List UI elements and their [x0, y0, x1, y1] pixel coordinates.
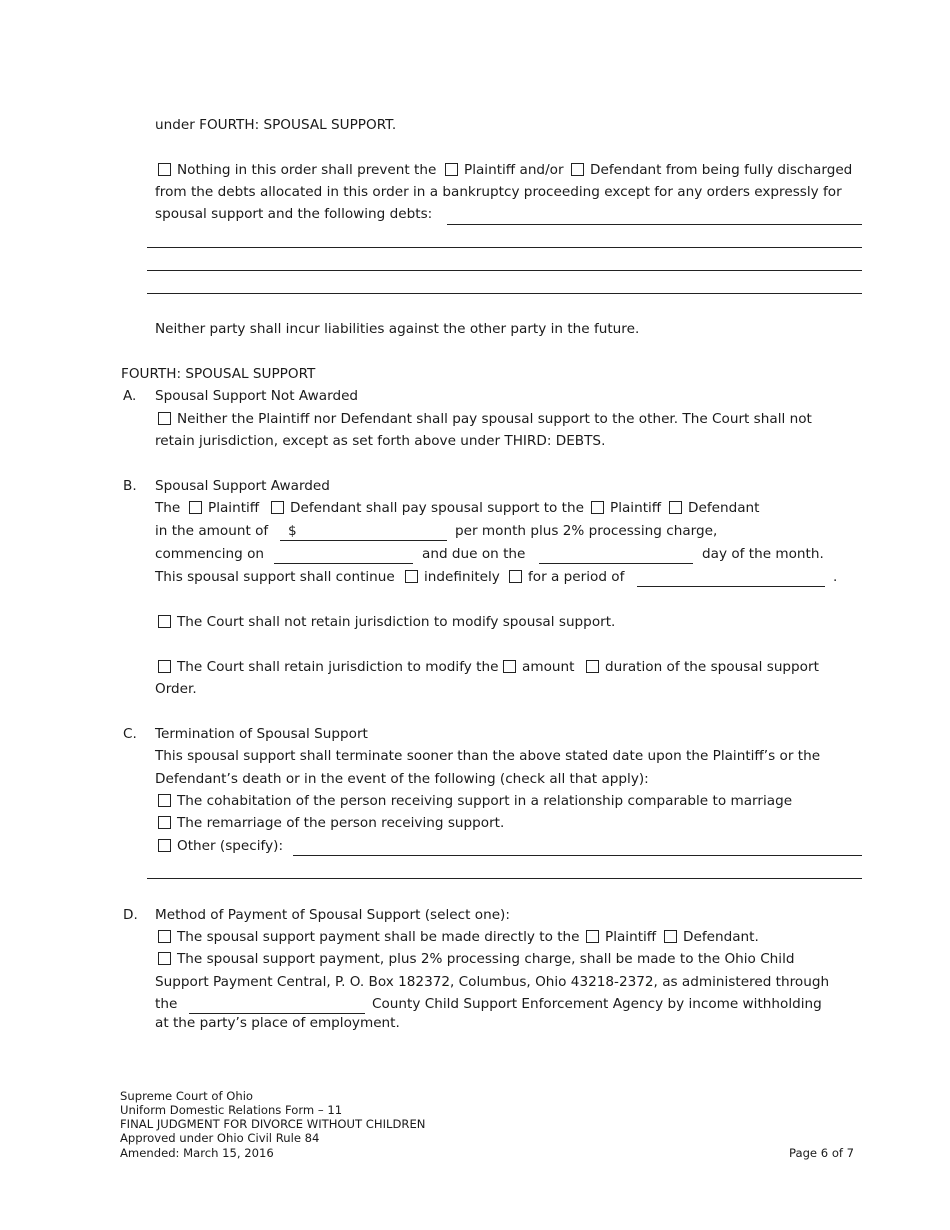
footer-approved: Approved under Ohio Civil Rule 84 — [120, 1131, 320, 1145]
bankruptcy-defendant-checkbox[interactable] — [571, 163, 584, 176]
not-awarded-checkbox[interactable] — [158, 412, 171, 425]
bankruptcy-line1-b: Plaintiff and/or — [464, 162, 564, 178]
agency-payment-line1: The spousal support payment, plus 2% processing charge, shall be made to the Ohio Child — [177, 951, 795, 967]
section-d-title: Method of Payment of Spousal Support (select one): — [155, 907, 510, 923]
period-label: for a period of — [528, 569, 625, 585]
direct-plaintiff-label: Plaintiff — [605, 929, 657, 945]
intro-text: under FOURTH: SPOUSAL SUPPORT. — [155, 117, 397, 133]
other-checkbox[interactable] — [158, 839, 171, 852]
payee-plaintiff-label: Plaintiff — [610, 500, 662, 516]
retain-text-b: duration of the spousal support — [605, 659, 819, 675]
termination-line2: Defendant’s death or in the event of the following (check all that apply): — [155, 771, 649, 787]
not-awarded-line2: retain jurisdiction, except as set forth above under THIRD: DEBTS. — [155, 433, 606, 449]
indefinitely-checkbox[interactable] — [405, 570, 418, 583]
bankruptcy-line1-c: Defendant from being fully discharged — [590, 162, 853, 178]
period-end-dot: . — [833, 569, 838, 585]
cohabitation-label: The cohabitation of the person receiving support in a relationship comparable to marriage — [177, 793, 793, 809]
direct-payment-checkbox[interactable] — [158, 930, 171, 943]
bankruptcy-line2: from the debts allocated in this order in a bankruptcy proceeding except for any orders expressly for — [155, 184, 842, 200]
section-a-title: Spousal Support Not Awarded — [155, 388, 359, 404]
termination-line1: This spousal support shall terminate sooner than the above stated date upon the Plaintiff’s or the — [155, 748, 821, 764]
indefinitely-label: indefinitely — [424, 569, 500, 585]
payer-plaintiff-checkbox[interactable] — [189, 501, 202, 514]
continue-label: This spousal support shall continue — [155, 569, 395, 585]
agency-line3: County Child Support Enforcement Agency by income withholding — [372, 996, 822, 1012]
direct-plaintiff-checkbox[interactable] — [586, 930, 599, 943]
amount-field[interactable] — [280, 540, 447, 541]
bankruptcy-line3: spousal support and the following debts: — [155, 206, 433, 222]
section-c-letter: C. — [123, 726, 137, 742]
payee-defendant-label: Defendant — [688, 500, 760, 516]
payer-plaintiff-label: Plaintiff — [208, 500, 260, 516]
due-on-label: and due on the — [422, 546, 526, 562]
liabilities-text: Neither party shall incur liabilities against the other party in the future. — [155, 321, 640, 337]
section-b-title: Spousal Support Awarded — [155, 478, 330, 494]
order-text: Order. — [155, 681, 197, 697]
footer-form-number: Uniform Domestic Relations Form – 11 — [120, 1103, 343, 1117]
direct-payment-text: The spousal support payment shall be made directly to the — [177, 929, 580, 945]
period-field[interactable] — [637, 586, 825, 587]
retain-duration-checkbox[interactable] — [586, 660, 599, 673]
agency-payment-line2: Support Payment Central, P. O. Box 182372, Columbus, Ohio 43218-2372, as administered through — [155, 974, 830, 990]
other-specify-field-2[interactable] — [147, 878, 862, 879]
commencing-date-field[interactable] — [274, 563, 413, 564]
payer-the-text: The — [155, 500, 181, 516]
debts-field-line-4[interactable] — [147, 293, 862, 294]
section-a-letter: A. — [123, 388, 137, 404]
footer-amended: Amended: March 15, 2016 — [120, 1146, 274, 1160]
retain-text-a: The Court shall retain jurisdiction to modify the — [177, 659, 499, 675]
period-checkbox[interactable] — [509, 570, 522, 583]
bankruptcy-discharge-checkbox[interactable] — [158, 163, 171, 176]
footer-court: Supreme Court of Ohio — [120, 1089, 254, 1103]
pay-to-text: Defendant shall pay spousal support to the — [290, 500, 584, 516]
debts-field-line-2[interactable] — [147, 247, 862, 248]
day-of-month-text: day of the month. — [702, 546, 824, 562]
remarriage-label: The remarriage of the person receiving support. — [177, 815, 505, 831]
payer-defendant-checkbox[interactable] — [271, 501, 284, 514]
remarriage-checkbox[interactable] — [158, 816, 171, 829]
per-month-text: per month plus 2% processing charge, — [455, 523, 718, 539]
other-label: Other (specify): — [177, 838, 284, 854]
due-day-field[interactable] — [539, 563, 693, 564]
debts-field-line-1[interactable] — [447, 224, 862, 225]
page-number: Page 6 of 7 — [789, 1146, 855, 1160]
no-retain-text: The Court shall not retain jurisdiction to modify spousal support. — [177, 614, 616, 630]
direct-defendant-label: Defendant. — [683, 929, 759, 945]
other-specify-field[interactable] — [293, 855, 862, 856]
debts-field-line-3[interactable] — [147, 270, 862, 271]
payee-defendant-checkbox[interactable] — [669, 501, 682, 514]
not-awarded-line1: Neither the Plaintiff nor Defendant shall pay spousal support to the other. The Court shall not — [177, 411, 812, 427]
cohabitation-checkbox[interactable] — [158, 794, 171, 807]
dollar-sign: $ — [288, 523, 297, 539]
direct-defendant-checkbox[interactable] — [664, 930, 677, 943]
agency-the-text: the — [155, 996, 178, 1012]
section-b-letter: B. — [123, 478, 137, 494]
amount-label: in the amount of — [155, 523, 269, 539]
agency-line4: at the party’s place of employment. — [155, 1015, 400, 1031]
bankruptcy-plaintiff-checkbox[interactable] — [445, 163, 458, 176]
bankruptcy-line1-a: Nothing in this order shall prevent the — [177, 162, 437, 178]
footer-form-title: FINAL JUDGMENT FOR DIVORCE WITHOUT CHILDREN — [120, 1117, 426, 1131]
section-c-title: Termination of Spousal Support — [155, 726, 368, 742]
no-retain-checkbox[interactable] — [158, 615, 171, 628]
commencing-label: commencing on — [155, 546, 265, 562]
section-heading: FOURTH: SPOUSAL SUPPORT — [121, 366, 316, 382]
payee-plaintiff-checkbox[interactable] — [591, 501, 604, 514]
retain-checkbox[interactable] — [158, 660, 171, 673]
retain-amount-checkbox[interactable] — [503, 660, 516, 673]
agency-payment-checkbox[interactable] — [158, 952, 171, 965]
section-d-letter: D. — [123, 907, 138, 923]
retain-amount-label: amount — [522, 659, 575, 675]
